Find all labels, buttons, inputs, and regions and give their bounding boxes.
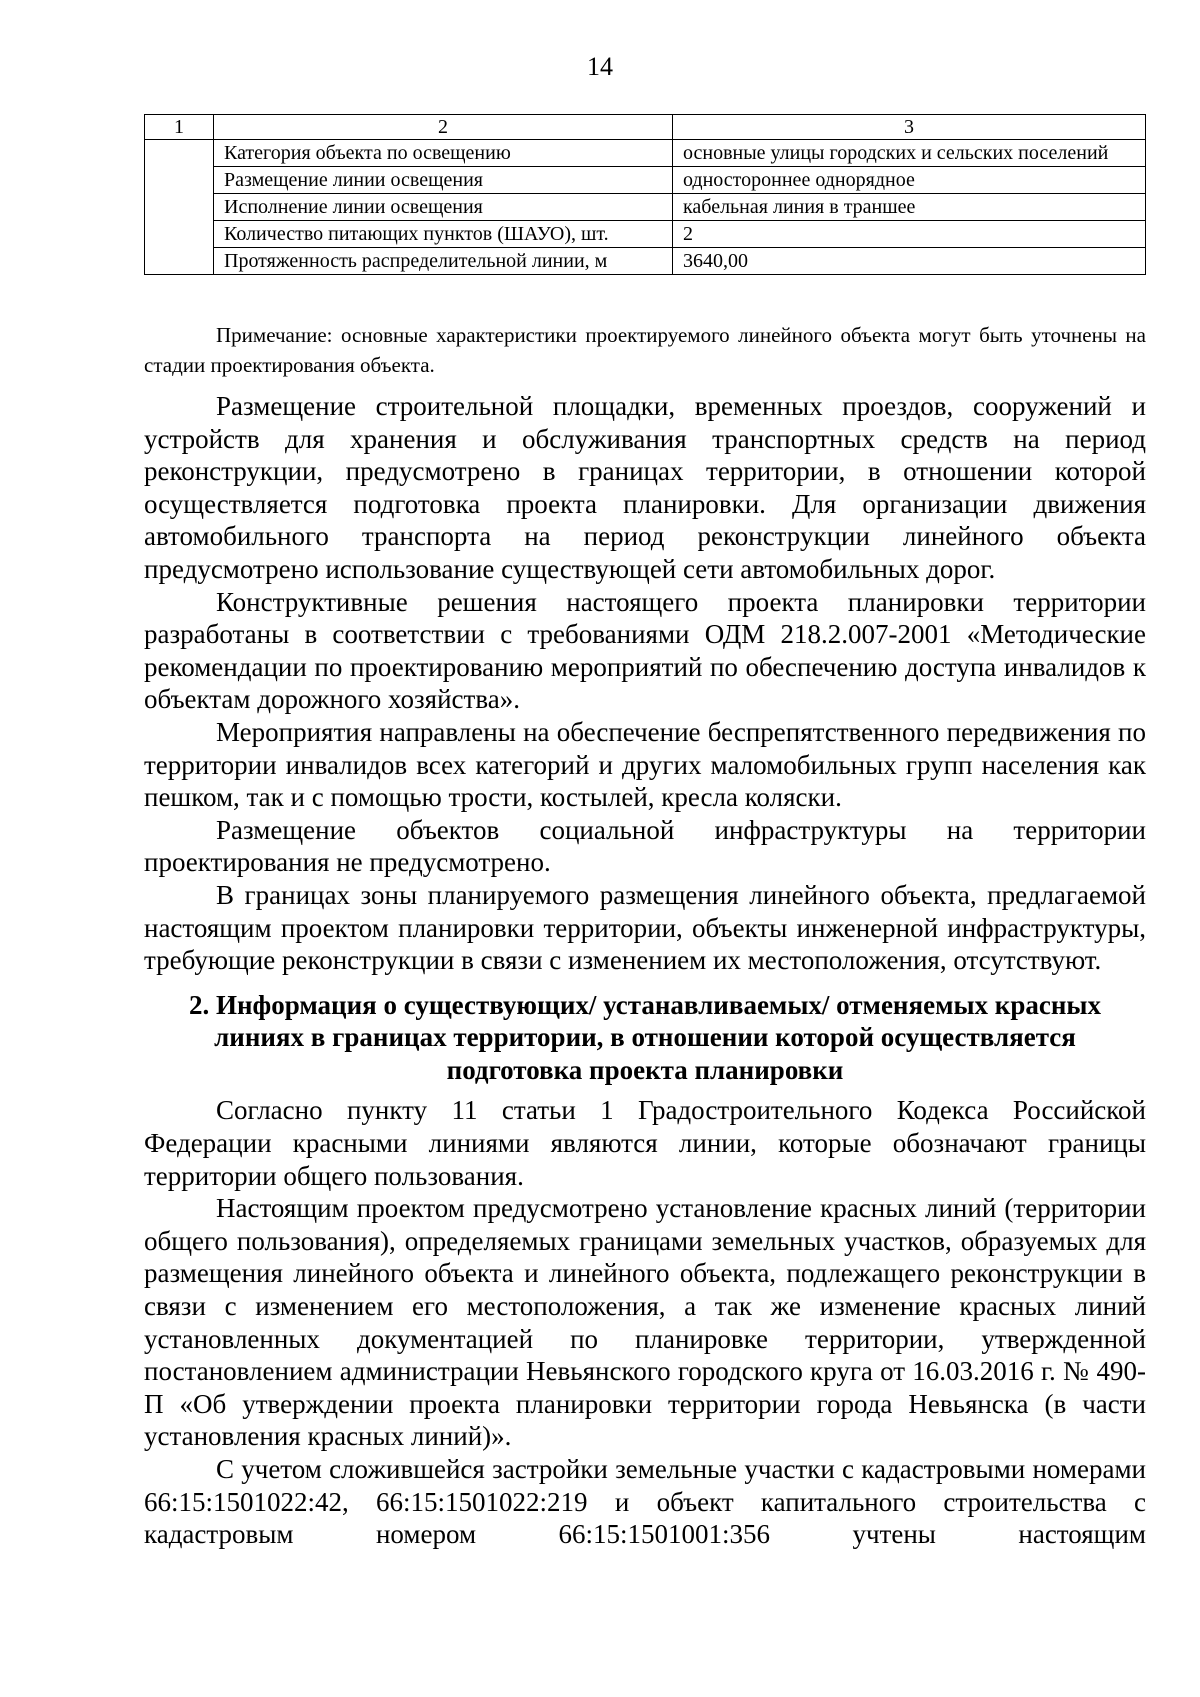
table-row [145,221,1146,248]
table-header-cell: 2 [214,115,673,140]
paragraph: Мероприятия направлены на обеспечение беспрепятственного передвижения по территории инвалидов всех категорий и других маломобильных групп населения как пешком, так и с помощью трости, костылей, кресла коляски. [144,716,1146,813]
table-row [145,167,1146,194]
note-text: Примечание: основные характеристики проектируемого линейного объекта могут быть уточнены на стадии проектирования объекта. [144,323,1146,377]
lighting-spec-table [144,114,1146,275]
document-body [144,390,1146,1551]
table-cell-label: Размещение линии освещения [214,167,673,194]
paragraph: Настоящим проектом предусмотрено установление красных линий (территории общего пользования), определяемых границами земельных участков, образуемых для размещения линейного объекта и линейного объекта, подлежащего реконструкции в связи с изменением его местоположения, а так же изменение красных линий установленных документацией по планировке территории, утвержденной постановлением администрации Невьянского городского круга от 16.03.2016 г. № 490-П «Об утверждении проекта планировки территории города Невьянска (в части установления красных линий)». [144,1193,1146,1452]
page-number: 14 [587,52,613,81]
table-cell-value: 2 [673,221,1146,248]
table-note [144,320,1146,380]
paragraph: Конструктивные решения настоящего проекта планировки территории разработаны в соответствии с требованиями ОДМ 218.2.007-2001 «Методические рекомендации по проектированию мероприятий по обеспечению доступа инвалидов к объектам дорожного хозяйства». [144,586,1146,715]
table-header-cell: 3 [673,115,1146,140]
table-header-cell: 1 [145,115,214,140]
table-row [145,248,1146,275]
table-cell-value: одностороннее однорядное [673,167,1146,194]
table-cell-value: основные улицы городских и сельских поселений [673,140,1146,167]
paragraph: С учетом сложившейся застройки земельные участки с кадастровыми номерами 66:15:1501022:42, 66:15:1501022:219 и объект капитального строительства с кадастровым номером 66:15:1501001:356 учтены настоящим [144,1454,1146,1550]
table-cell-value: кабельная линия в траншее [673,194,1146,221]
paragraph: В границах зоны планируемого размещения линейного объекта, предлагаемой настоящим проектом планировки территории, объекты инженерной инфраструктуры, требующие реконструкции в связи с изменением их местоположения, отсутствуют. [144,879,1146,976]
table-row [145,140,1146,167]
table-header-row [145,115,1146,140]
section-heading: 2. Информация о существующих/ устанавливаемых/ отменяемых красных линиях в границах территории, в отношении которой осуществляется подготовка проекта планировки [188,989,1101,1085]
table-cell-label: Количество питающих пунктов (ШАУО), шт. [214,221,673,248]
paragraph: Размещение объектов социальной инфраструктуры на территории проектирования не предусмотрено. [144,814,1146,878]
table-index-cell [145,140,214,275]
table-cell-value: 3640,00 [673,248,1146,275]
paragraph: Согласно пункту 11 статьи 1 Градостроительного Кодекса Российской Федерации красными линиями являются линии, которые обозначают границы территории общего пользования. [144,1095,1146,1191]
table-cell-label: Категория объекта по освещению [214,140,673,167]
paragraph: Размещение строительной площадки, временных проездов, сооружений и устройств для хранения и обслуживания транспортных средств на период реконструкции, предусмотрено в границах территории, в отношении которой осуществляется подготовка проекта планировки. Для организации движения автомобильного транспорта на период реконструкции линейного объекта предусмотрено использование существующей сети автомобильных дорог. [144,391,1146,584]
table-cell-label: Протяженность распределительной линии, м [214,248,673,275]
table-row [145,194,1146,221]
table-cell-label: Исполнение линии освещения [214,194,673,221]
